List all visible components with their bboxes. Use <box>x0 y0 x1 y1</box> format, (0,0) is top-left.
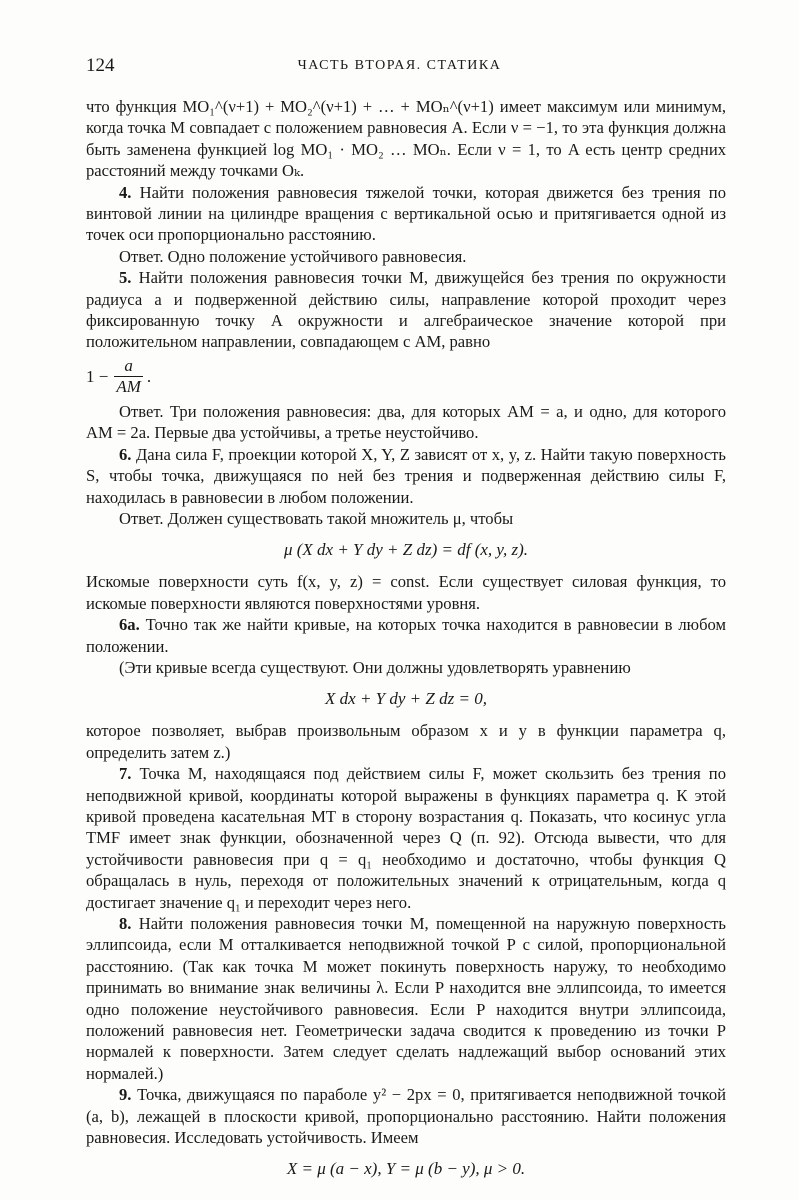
problem-number: 8. <box>119 914 132 933</box>
formula-tail: . <box>146 366 152 386</box>
problem-text: Дана сила F, проекции которой X, Y, Z зависят от x, y, z. Найти такую поверхность S, чтобы точка, движущаяся по ней без трения и подверженная действию силы F, находилась в равновесии в любом положении. <box>86 444 726 507</box>
problem-4 <box>86 182 726 246</box>
problem-text: Точка M, находящаяся под действием силы F, может скользить без трения по неподвижной кривой, координаты которой выражены в функциях параметра q. К этой кривой проведена касательная MT в сторону возрастания q. Показать, что косинус угла TMF имеет знак функции, обозначенной через Q (п. 92). Отсюда вывести, что для устойчивости равновесия при q = q₁ необходимо и достаточно, чтобы функция Q обращалась в нуль, переходя от положительных значений к отрицательным, когда q достигает значение q₁ и переходит через него. <box>86 764 726 912</box>
problem-6a-note: (Эти кривые всегда существуют. Они должны удовлетворять уравнению <box>119 657 631 677</box>
problem-text: Найти положения равновесия точки M, движущейся без трения по окружности радиуса a и подверженной действию силы, направление которой проходит через фиксированную точку A окружности и алгебраическое значение которой при положительном направлении, совпадающем с AM, равно <box>86 268 726 352</box>
problem-number: 7. <box>119 764 132 784</box>
problem-7 <box>86 763 726 913</box>
problem-number: 9. <box>119 1085 132 1105</box>
problem-5 <box>86 267 726 353</box>
page-number: 124 <box>86 55 115 76</box>
page-body <box>86 96 726 1190</box>
problem-6a-after: которое позволяет, выбрав произвольным образом x и y в функции параметра q, определить затем z.) <box>86 721 726 762</box>
problem-6a <box>86 614 726 657</box>
fraction-denominator: AM <box>116 377 141 397</box>
problem-8 <box>86 913 726 1084</box>
formula-lead: 1 − <box>86 366 109 386</box>
equation-2: X dx + Y dy + Z dz = 0, <box>325 689 487 709</box>
continued-paragraph: что функция MO₁^(ν+1) + MO₂^(ν+1) + … + MOₙ^(ν+1) имеет максимум или минимум, когда точка M совпадает с положением равновесия A. Если ν = −1, то эта функция должна быть заменена функцией log MO₁ · MO₂ … MOₙ. Если ν = 1, то A есть центр средних расстояний между точками Oₖ. <box>86 97 726 181</box>
problem-4-answer: Ответ. Одно положение устойчивого равновесия. <box>119 246 467 266</box>
problem-5-answer: Ответ. Три положения равновесия: два, для которых AM = a, и одно, для которого AM = 2a. Первые два устойчивы, а третье неустойчиво. <box>86 401 726 443</box>
problem-6-after: Искомые поверхности суть f(x, y, z) = const. Если существует силовая функция, то искомые поверхности являются поверхностями уровня. <box>86 572 726 613</box>
fraction-numerator: a <box>124 356 133 376</box>
problem-text: Точка, движущаяся по параболе y² − 2px = 0, притягивается неподвижной точкой (a, b), лежащей в плоскости кривой, пропорционально расстоянию. Найти положения равновесия. Исследовать устойчивость. Имеем <box>86 1085 726 1148</box>
problem-number: 5. <box>119 268 132 288</box>
problem-text: Точно так же найти кривые, на которых точка находится в равновесии в любом положении. <box>86 615 726 656</box>
problem-number: 4. <box>119 182 132 202</box>
problem-text: Найти положения равновесия точки M, помещенной на наружную поверхность эллипсоида, если M отталкивается неподвижной точкой P с силой, пропорциональной расстоянию. (Так как точка M может покинуть поверхность наружу, то необходимо принимать во внимание знак величины λ. Если P находится вне эллипсоида, то имеется одно положение неустойчивого равновесия. Если P находится внутри эллипсоида, положений равновесия нет. Геометрически задача сводится к проведению из точки P нормалей к поверхности. Затем следует сделать надлежащий выбор оснований этих нормалей.) <box>86 914 726 1083</box>
equation-3: X = μ (a − x), Y = μ (b − y), μ > 0. <box>286 1159 526 1179</box>
problem-text: Найти положения равновесия тяжелой точки, которая движется без трения по винтовой линии на цилиндре вращения с вертикальной осью и притягивается одной из точек оси пропорционально расстоянию. <box>86 182 726 245</box>
problem-6 <box>86 444 726 508</box>
running-head: ЧАСТЬ ВТОРАЯ. СТАТИКА <box>297 58 502 73</box>
page-header <box>86 55 713 81</box>
equation-1: μ (X dx + Y dy + Z dz) = df (x, y, z). <box>283 540 529 560</box>
fraction <box>114 356 143 397</box>
problem-number: 6. <box>119 444 132 464</box>
problem-6-answer: Ответ. Должен существовать такой множитель μ, чтобы <box>119 508 514 528</box>
problem-5-formula <box>86 353 726 401</box>
problem-9 <box>86 1084 726 1148</box>
problem-number: 6а. <box>119 615 140 635</box>
